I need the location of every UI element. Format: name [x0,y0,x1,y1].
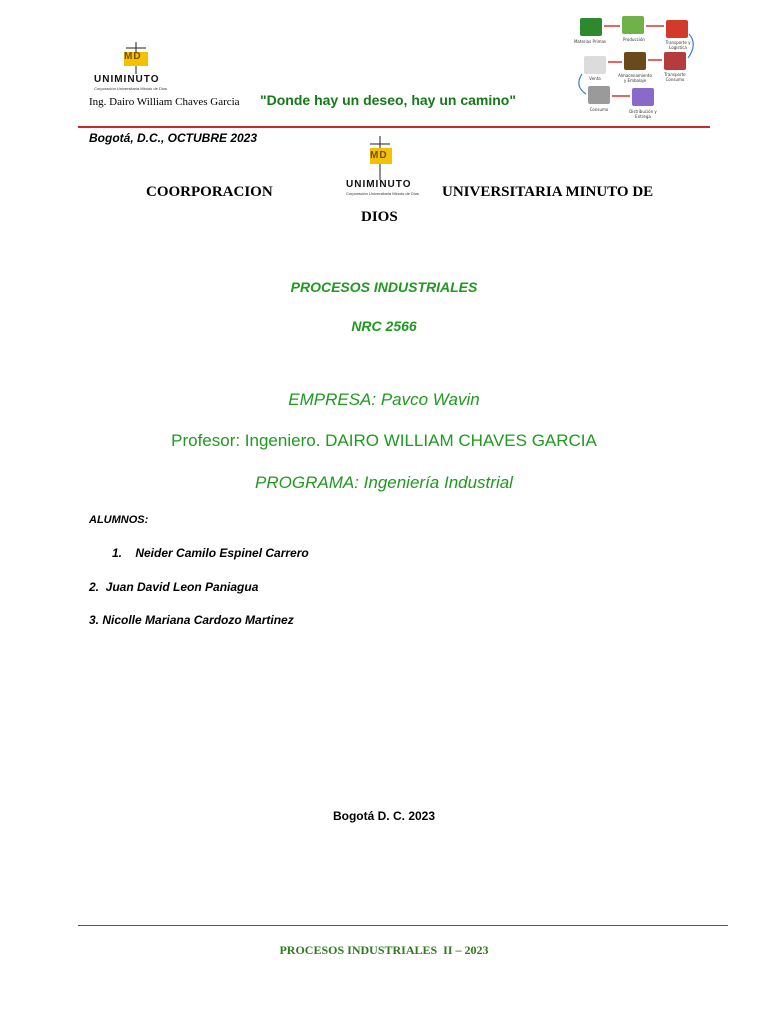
supply-chain-diagram [574,12,700,118]
professor-line: Profesor: Ingeniero. DAIRO WILLIAM CHAVES GARCIA [171,431,597,450]
students-heading: ALUMNOS: [89,514,149,526]
institution-name-part1: COORPORACION [146,184,273,200]
logo-tagline: Corporación Universitaria Minuto de Dios [94,86,167,91]
logo-center-tagline: Corporación Universitaria Minuto de Dios [346,191,419,196]
student-item-3: 3. Nicolle Mariana Cardozo Martinez [89,613,294,627]
label-venta: Venta [589,76,601,81]
uniminuto-logo [88,40,184,91]
logo-center-wordmark: UNIMINUTO [346,179,412,190]
header-divider [78,126,710,128]
course-name: PROCESOS INDUSTRIALES [290,279,478,295]
student-item-2: 2. Juan David Leon Paniagua [89,580,259,594]
logo-monogram: MD [124,51,142,62]
student-item-1: 1. Neider Camilo Espinel Carrero [112,546,309,560]
footer-course: PROCESOS INDUSTRIALES II – 2023 [279,943,489,957]
program-line: PROGRAMA: Ingeniería Industrial [255,473,513,492]
footer-city-year: Bogotá D. C. 2023 [332,809,436,823]
label-almacenamiento: Almacenamiento y Embalaje [618,73,652,83]
course-nrc: NRC 2566 [351,318,417,334]
label-materias-primas: Materias Primas [573,39,607,44]
header-motto: "Donde hay un deseo, hay un camino" [260,92,516,108]
footer-divider [78,925,728,926]
label-produccion: Producción [623,37,645,42]
label-transporte-consumo: Transporte Consumo [664,72,686,82]
institution-name-part3: DIOS [361,209,398,225]
header-engineer-name: Ing. Dairo William Chaves Garcia [89,96,240,108]
logo-center-monogram: MD [370,150,388,161]
institution-name-part2: UNIVERSITARIA MINUTO DE [442,184,654,200]
label-transporte-logistica: Transporte y Logística [665,40,691,50]
label-consumo: Consumo [589,107,609,112]
company-line: EMPRESA: Pavco Wavin [288,390,480,409]
uniminuto-logo-center [344,134,432,200]
label-distribucion: Distribución y Entrega [629,109,657,119]
logo-wordmark: UNIMINUTO [94,74,160,85]
date-line: Bogotá, D.C., OCTUBRE 2023 [89,131,258,145]
